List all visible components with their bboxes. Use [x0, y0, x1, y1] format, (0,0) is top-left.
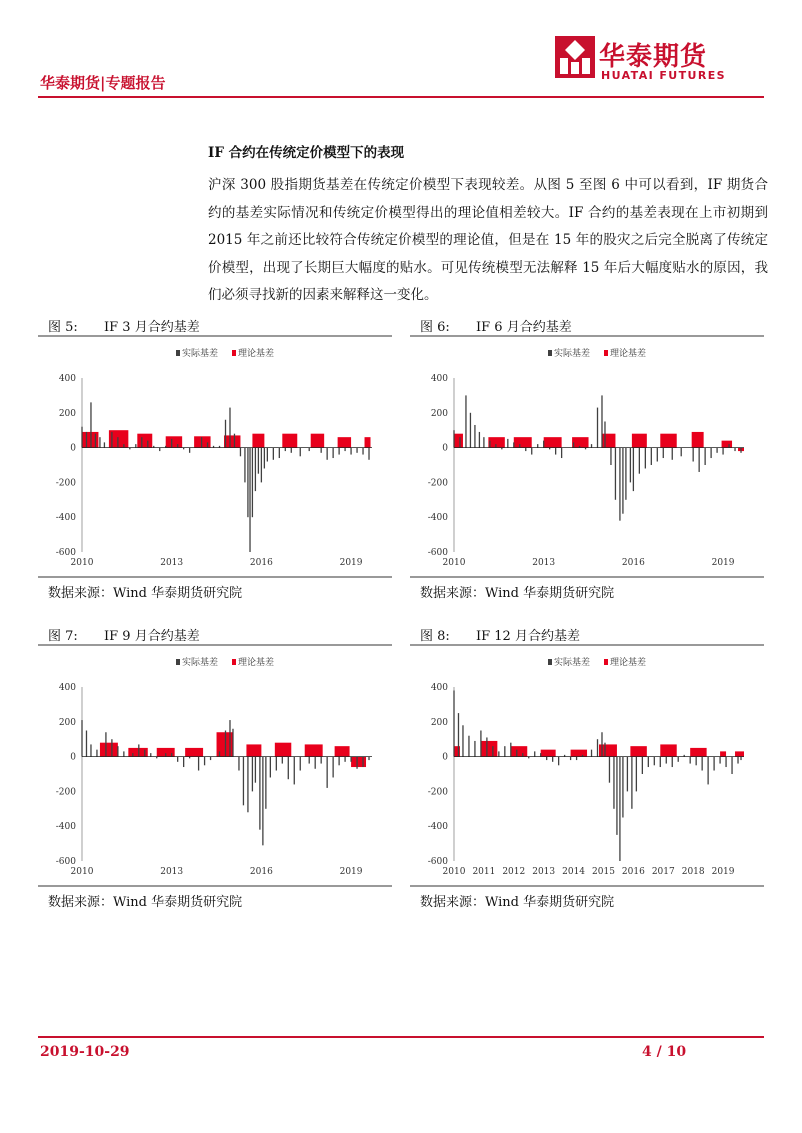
x-tick-label: 2013: [532, 867, 556, 877]
logo-english-name: HUATAI FUTURES: [601, 69, 726, 82]
page-number: 4 / 10: [642, 1044, 687, 1060]
theory-basis-bar: [602, 434, 615, 448]
theory-basis-bar: [365, 437, 371, 447]
figure-5-number: 图 5:: [48, 320, 78, 335]
figure-8-caption: IF 12 月合约基差: [476, 629, 580, 644]
x-tick-label: 2019: [711, 867, 735, 877]
x-tick-label: 2015: [592, 867, 615, 877]
y-tick-label: -600: [427, 857, 448, 867]
x-tick-label: 2019: [339, 558, 363, 568]
legend-swatch-actual: [548, 350, 552, 356]
y-tick-label: -200: [55, 787, 76, 798]
theory-basis-bar: [571, 750, 587, 757]
theory-basis-bar: [311, 434, 324, 448]
y-tick-label: -400: [55, 513, 76, 524]
theory-basis-bar: [735, 751, 744, 756]
x-tick-label: 2016: [621, 867, 645, 877]
figure-5-source: 数据来源：Wind 华泰期货研究院: [48, 586, 243, 601]
x-tick-label: 2011: [472, 867, 496, 877]
figure-7-source: 数据来源：Wind 华泰期货研究院: [48, 895, 243, 910]
x-tick-label: 2010: [442, 558, 466, 568]
y-tick-label: -200: [55, 478, 76, 489]
x-tick-label: 2017: [651, 867, 675, 877]
figure-8-title: [420, 625, 580, 644]
x-tick-label: 2013: [160, 867, 184, 877]
x-tick-label: 2016: [621, 558, 645, 568]
theory-basis-bar: [305, 744, 323, 756]
y-tick-label: 0: [442, 443, 448, 454]
x-tick-label: 2013: [160, 558, 184, 568]
legend-swatch-theory: [604, 350, 608, 356]
y-tick-label: 200: [58, 717, 76, 728]
y-tick-label: 200: [430, 717, 448, 728]
figure-6-rule: [410, 335, 764, 337]
figure-8-chart: [410, 647, 764, 883]
theory-basis-bar: [338, 437, 351, 447]
legend-swatch-actual: [176, 659, 180, 665]
y-tick-label: 200: [58, 408, 76, 419]
theory-basis-bar: [481, 741, 497, 757]
figure-6-title: [420, 316, 572, 335]
theory-basis-bar: [137, 434, 152, 448]
y-tick-label: -200: [427, 787, 448, 798]
theory-basis-bar: [541, 750, 556, 757]
figure-5-bottom-rule: [38, 576, 392, 578]
footer-divider: [38, 1036, 764, 1038]
legend-swatch-actual: [548, 659, 552, 665]
logo-mark-icon: [555, 36, 595, 78]
theory-basis-bar: [488, 437, 504, 447]
figure-6-source: 数据来源：Wind 华泰期货研究院: [420, 586, 615, 601]
figure-5-caption: IF 3 月合约基差: [104, 320, 200, 335]
figure-8-bottom-rule: [410, 885, 764, 887]
y-tick-label: -600: [427, 548, 448, 558]
theory-basis-bar: [351, 757, 366, 767]
y-tick-label: 400: [58, 683, 76, 693]
theory-basis-bar: [166, 436, 182, 447]
y-tick-label: 0: [70, 443, 76, 454]
x-tick-label: 2013: [532, 558, 556, 568]
x-tick-label: 2010: [70, 867, 94, 877]
x-tick-label: 2014: [562, 867, 586, 877]
theory-basis-bar: [722, 441, 732, 448]
figure-8-number: 图 8:: [420, 629, 450, 644]
x-tick-label: 2016: [249, 558, 273, 568]
x-tick-label: 2016: [249, 867, 273, 877]
figure-8-rule: [410, 644, 764, 646]
theory-basis-bar: [511, 746, 527, 756]
x-tick-label: 2019: [339, 867, 363, 877]
theory-basis-bar: [660, 434, 676, 448]
figure-8-source: 数据来源：Wind 华泰期货研究院: [420, 895, 615, 910]
y-tick-label: 400: [430, 683, 448, 693]
theory-basis-bar: [224, 435, 240, 447]
theory-basis-bar: [632, 434, 647, 448]
legend-label-theory: 理论基差: [238, 658, 275, 668]
legend-swatch-theory: [232, 350, 236, 356]
theory-basis-bar: [275, 743, 291, 757]
theory-basis-bar: [544, 437, 562, 447]
legend-label-actual: 实际基差: [554, 658, 591, 668]
header-divider: [38, 96, 764, 98]
legend-label-theory: 理论基差: [610, 349, 647, 359]
figure-7-title: [48, 625, 200, 644]
theory-basis-bar: [335, 746, 350, 756]
legend-label-actual: 实际基差: [554, 349, 591, 359]
theory-basis-bar: [246, 744, 261, 756]
x-tick-label: 2010: [70, 558, 94, 568]
chart-legend: [176, 347, 274, 359]
y-tick-label: 0: [442, 752, 448, 763]
figure-6-number: 图 6:: [420, 320, 450, 335]
y-tick-label: -600: [55, 548, 76, 558]
figure-7-rule: [38, 644, 392, 646]
y-tick-label: 400: [430, 374, 448, 384]
theory-basis-bar: [720, 751, 726, 756]
theory-basis-bar: [100, 743, 118, 757]
legend-label-actual: 实际基差: [182, 349, 219, 359]
figure-7-chart: [38, 647, 392, 883]
theory-basis-bar: [252, 434, 264, 448]
logo-chinese-name: 华泰期货: [599, 42, 708, 72]
x-tick-label: 2018: [681, 867, 705, 877]
theory-basis-bar: [692, 432, 704, 448]
figure-5-chart: [38, 338, 392, 574]
theory-basis-bar: [454, 434, 463, 448]
y-tick-label: -400: [427, 513, 448, 524]
legend-swatch-theory: [232, 659, 236, 665]
theory-basis-bar: [690, 748, 706, 757]
legend-swatch-actual: [176, 350, 180, 356]
chart-legend: [548, 656, 646, 668]
y-tick-label: 400: [58, 374, 76, 384]
x-tick-label: 2012: [502, 867, 526, 877]
report-header-title: 华泰期货|专题报告: [40, 74, 166, 92]
y-tick-label: -200: [427, 478, 448, 489]
legend-label-actual: 实际基差: [182, 658, 219, 668]
figure-7-number: 图 7:: [48, 629, 78, 644]
legend-swatch-theory: [604, 659, 608, 665]
figure-6-bottom-rule: [410, 576, 764, 578]
figure-7-bottom-rule: [38, 885, 392, 887]
theory-basis-bar: [660, 744, 676, 756]
y-tick-label: -400: [427, 822, 448, 833]
section-body: 沪深 300 股指期货基差在传统定价模型下表现较差。从图 5 至图 6 中可以看到，IF 期货合约的基差实际情况和传统定价模型得出的理论值相差较大。IF 合约的基差表现在上市初期到 2015 年之前还比较符合传统定价模型的理论值，但是在 15 年的股灾之后完全脱离了传统定价模型，出现了长期巨大幅度的贴水。可见传统模型无法解释 15 年后大幅度贴水的原因，我们必须寻找新的因素来解释这一变化。: [208, 177, 768, 304]
figure-7-caption: IF 9 月合约基差: [104, 629, 200, 644]
theory-basis-bar: [572, 437, 588, 447]
chart-legend: [176, 656, 274, 668]
x-tick-label: 2010: [442, 867, 466, 877]
x-tick-label: 2019: [711, 558, 735, 568]
figure-5-rule: [38, 335, 392, 337]
theory-basis-bar: [630, 746, 646, 756]
y-tick-label: -600: [55, 857, 76, 867]
theory-basis-bar: [185, 748, 203, 757]
chart-legend: [548, 347, 646, 359]
figure-6-chart: [410, 338, 764, 574]
section-title: IF 合约在传统定价模型下的表现: [208, 145, 405, 161]
company-logo: [555, 36, 755, 86]
theory-basis-bar: [514, 437, 532, 447]
y-tick-label: 200: [430, 408, 448, 419]
figure-6-caption: IF 6 月合约基差: [476, 320, 572, 335]
legend-label-theory: 理论基差: [610, 658, 647, 668]
legend-label-theory: 理论基差: [238, 349, 275, 359]
y-tick-label: 0: [70, 752, 76, 763]
y-tick-label: -400: [55, 822, 76, 833]
theory-basis-bar: [282, 434, 297, 448]
figure-5-title: [48, 316, 200, 335]
report-date: 2019-10-29: [40, 1044, 130, 1060]
